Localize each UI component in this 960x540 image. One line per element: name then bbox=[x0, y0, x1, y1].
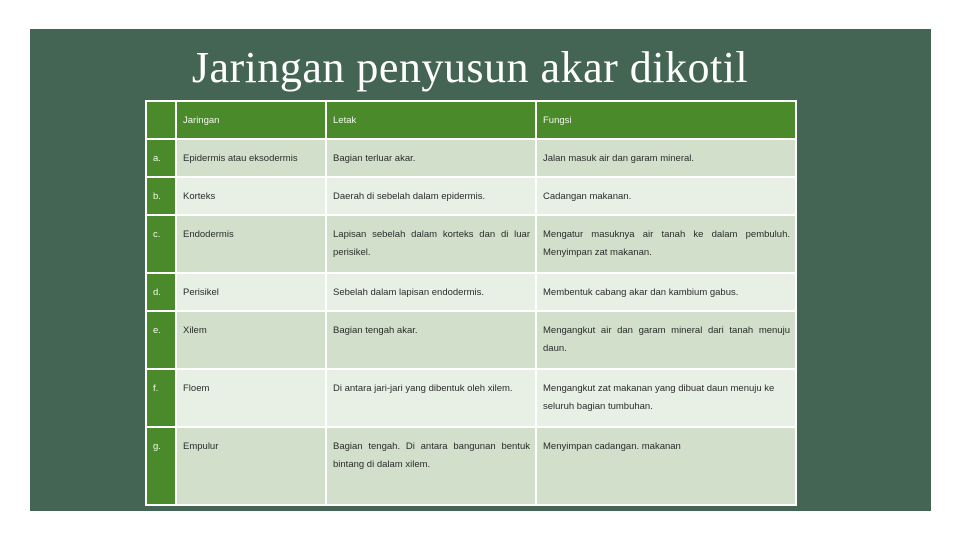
row-label: f. bbox=[146, 369, 176, 427]
header-cell-fungsi: Fungsi bbox=[536, 101, 796, 139]
table-row bbox=[146, 311, 796, 369]
row-label: d. bbox=[146, 273, 176, 311]
tissue-table bbox=[145, 100, 797, 506]
cell-letak: Bagian tengah akar. bbox=[326, 311, 536, 369]
cell-jaringan: Xilem bbox=[176, 311, 326, 369]
cell-letak: Daerah di sebelah dalam epidermis. bbox=[326, 177, 536, 215]
row-label: a. bbox=[146, 139, 176, 177]
slide-title: Jaringan penyusun akar dikotil bbox=[191, 43, 749, 92]
cell-fungsi: Menyimpan cadangan. makanan bbox=[536, 427, 796, 505]
table-header-row bbox=[146, 101, 796, 139]
cell-fungsi: Cadangan makanan. bbox=[536, 177, 796, 215]
cell-jaringan: Epidermis atau eksodermis bbox=[176, 139, 326, 177]
header-cell-empty bbox=[146, 101, 176, 139]
table-row bbox=[146, 139, 796, 177]
cell-jaringan: Korteks bbox=[176, 177, 326, 215]
row-label: c. bbox=[146, 215, 176, 273]
cell-jaringan: Empulur bbox=[176, 427, 326, 505]
cell-fungsi: Jalan masuk air dan garam mineral. bbox=[536, 139, 796, 177]
row-label: e. bbox=[146, 311, 176, 369]
cell-fungsi: Mengatur masuknya air tanah ke dalam pembuluh. Menyimpan zat makanan. bbox=[536, 215, 796, 273]
table-row bbox=[146, 177, 796, 215]
table-row bbox=[146, 369, 796, 427]
cell-letak: Sebelah dalam lapisan endodermis. bbox=[326, 273, 536, 311]
cell-fungsi: Mengangkut air dan garam mineral dari tanah menuju daun. bbox=[536, 311, 796, 369]
cell-letak: Bagian tengah. Di antara bangunan bentuk bintang di dalam xilem. bbox=[326, 427, 536, 505]
cell-letak: Bagian terluar akar. bbox=[326, 139, 536, 177]
table-row bbox=[146, 215, 796, 273]
cell-letak: Lapisan sebelah dalam korteks dan di luar perisikel. bbox=[326, 215, 536, 273]
table-row bbox=[146, 427, 796, 505]
cell-jaringan: Endodermis bbox=[176, 215, 326, 273]
cell-jaringan: Floem bbox=[176, 369, 326, 427]
header-cell-letak: Letak bbox=[326, 101, 536, 139]
row-label: g. bbox=[146, 427, 176, 505]
cell-letak: Di antara jari-jari yang dibentuk oleh xilem. bbox=[326, 369, 536, 427]
header-cell-jaringan: Jaringan bbox=[176, 101, 326, 139]
cell-fungsi: Membentuk cabang akar dan kambium gabus. bbox=[536, 273, 796, 311]
cell-fungsi: Mengangkut zat makanan yang dibuat daun menuju ke seluruh bagian tumbuhan. bbox=[536, 369, 796, 427]
row-label: b. bbox=[146, 177, 176, 215]
table-row bbox=[146, 273, 796, 311]
cell-jaringan: Perisikel bbox=[176, 273, 326, 311]
